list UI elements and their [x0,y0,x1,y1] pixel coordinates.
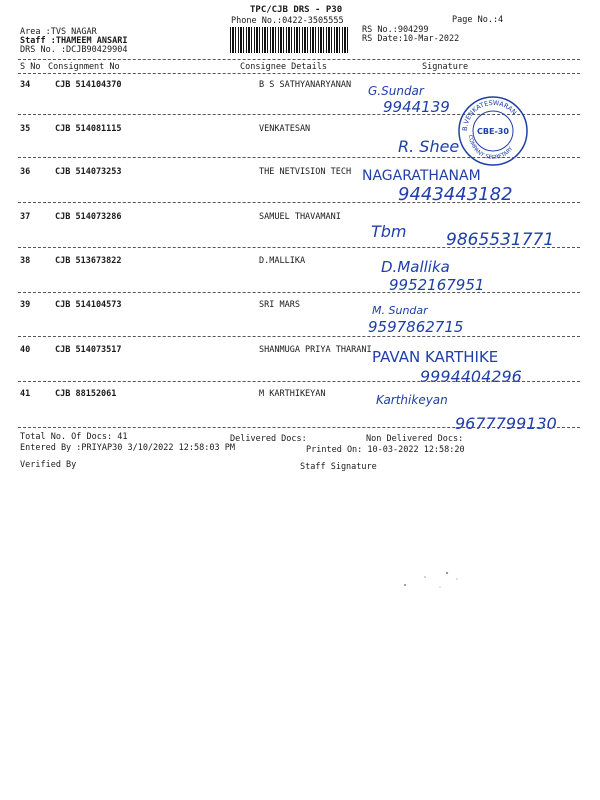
handwritten-phone: 9952167951 [389,276,485,294]
row-sno: 40 [20,345,31,355]
handwritten-phone: 9597862715 [368,318,464,336]
row-consignment: CJB 514081115 [55,124,122,134]
column-header-signature: Signature [422,62,469,72]
handwritten-name: R. Shee [398,137,460,156]
row-sno: 37 [20,212,31,222]
document-title: TPC/CJB DRS - P30 [250,5,343,15]
row-consignee: SAMUEL THAVAMANI [259,212,341,222]
row-consignee: M KARTHIKEYAN [259,389,326,399]
divider [18,157,580,158]
row-consignee: SRI MARS [259,300,300,310]
divider [18,59,580,60]
row-sno: 34 [20,80,31,90]
row-consignee: SHANMUGA PRIYA THARANI [259,345,372,355]
stamp-top-text: B.VENKATESWARAN [460,98,519,132]
divider [18,73,580,74]
handwritten-name: Tbm [371,222,407,241]
printed-on: Printed On: 10-03-2022 12:58:20 [306,445,465,455]
non-delivered-docs: Non Delivered Docs: [366,434,464,444]
divider [18,336,580,337]
area-label: Area :TVS NAGAR [20,27,97,37]
phone-number: Phone No.:0422-3505555 [231,16,344,26]
staff-signature-label: Staff Signature [300,462,377,472]
divider [18,202,580,203]
handwritten-phone: 9994404296 [420,367,522,386]
column-header-sno: S No [20,62,41,72]
barcode [230,27,350,53]
drs-number: DRS No. :DCJB90429904 [20,45,128,55]
handwritten-phone: 9443443182 [398,184,513,205]
total-docs: Total No. Of Docs: 41 [20,432,128,442]
stamp-center-text: CBE-30 [477,127,509,136]
row-sno: 38 [20,256,31,266]
page-number: Page No.:4 [452,15,504,25]
handwritten-name: PAVAN KARTHIKE [372,348,499,366]
row-consignment: CJB 513673822 [55,256,122,266]
row-consignee: D.MALLIKA [259,256,306,266]
handwritten-phone: 9865531771 [446,230,555,250]
divider [18,427,580,428]
divider [18,292,580,293]
row-consignee: VENKATESAN [259,124,311,134]
row-consignment: CJB 514073517 [55,345,122,355]
row-sno: 41 [20,389,31,399]
stamp-bottom-text: COMPANY SECRETARY [466,134,515,162]
divider [18,381,580,382]
rs-date: RS Date:10-Mar-2022 [362,34,460,44]
divider [18,247,580,248]
row-consignment: CJB 514104573 [55,300,122,310]
row-sno: 35 [20,124,31,134]
row-consignee: B S SATHYANARYANAN [259,80,352,90]
row-sno: 36 [20,167,31,177]
handwritten-phone: 9677799130 [455,414,557,433]
handwritten-name: M. Sundar [372,304,428,317]
handwritten-name: D.Mallika [381,258,450,276]
row-consignment: CJB 514104370 [55,80,122,90]
entered-by: Entered By :PRIYAP30 3/10/2022 12:58:03 PM [20,443,235,453]
rs-number: RS No.:904299 [362,25,429,35]
staff-label: Staff :THAMEEM ANSARI [20,36,128,46]
row-consignment: CJB 514073253 [55,167,122,177]
handwritten-name: Karthikeyan [376,393,448,407]
row-consignment: CJB 88152061 [55,389,117,399]
row-consignment: CJB 514073286 [55,212,122,222]
handwritten-phone: 9944139 [383,98,450,116]
handwritten-name: NAGARATHANAM [362,168,481,184]
delivered-docs: Delivered Docs: [230,434,307,444]
handwritten-name: G.Sundar [368,84,424,98]
column-header-consignee: Consignee Details [240,62,327,72]
verified-by: Verified By [20,460,77,470]
row-consignee: THE NETVISION TECH [259,167,352,177]
column-header-consignment: Consignment No [48,62,120,72]
scan-speckle [395,565,475,595]
row-sno: 39 [20,300,31,310]
